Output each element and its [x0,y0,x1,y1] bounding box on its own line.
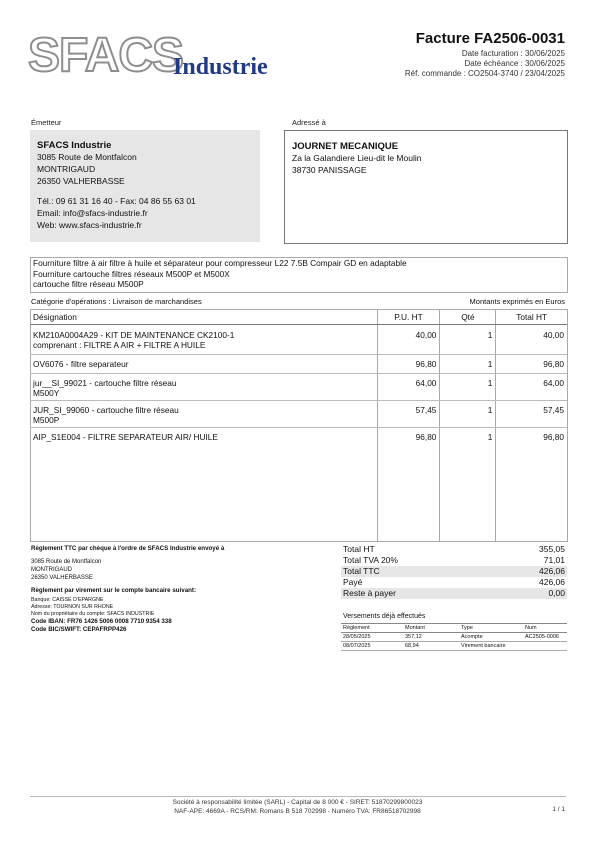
footer-divider [30,796,566,797]
item-total: 40,00 [496,325,567,355]
bank-name: Banque: CAISSE D'EPARGNE [31,597,104,603]
item-quantity: 1 [440,428,496,542]
footer-line: Société à responsabilité limitée (SARL) - Capital de 8 000 € - SIRET: 51870299800023 [172,799,423,806]
payment-amount: 68,94 [403,642,459,651]
issuer-website: Web: www.sfacs-industrie.fr [37,220,142,230]
total-value: 426,06 [539,577,565,587]
total-value: 71,01 [543,555,565,565]
header-unit-price: P.U. HT [377,310,440,325]
legal-footer [0,798,595,816]
item-designation-detail: M500P [33,415,60,425]
table-row [30,401,567,428]
total-row [341,588,567,599]
payment-date: 08/07/2025 [341,642,403,651]
note-line: cartouche filtre réseau M500P [33,279,144,289]
payments-made-table [341,623,567,651]
total-label: Reste à payer [343,588,396,598]
issuer-phone: Tél.: 09 61 31 16 40 - Fax: 04 86 55 63 01 [37,196,196,206]
recipient-box [284,130,568,244]
item-total: 96,80 [496,355,567,374]
recipient-address-line: 38730 PANISSAGE [292,165,367,175]
table-row [341,642,567,651]
item-unit-price: 40,00 [377,325,440,355]
payments-header-type: Type [459,624,523,633]
note-line: Fourniture cartouche filtres réseaux M500P et M500X [33,268,230,279]
operation-category: Catégorie d'opérations : Livraison de marchandises [31,297,202,306]
bic-swift: Code BIC/SWIFT: CEPAFRPP426 [31,626,127,633]
item-quantity: 1 [440,374,496,401]
logo-wordmark: SFACS [28,29,184,82]
payments-header-num: Num [523,624,567,633]
total-row [341,544,567,555]
currency-note: Montants exprimés en Euros [469,297,565,306]
issuer-label: Émetteur [31,118,62,127]
footer-line: NAF-APE: 4669A - RCS/RM: Romans B 518 702998 - Numéro TVA: FR86518702998 [174,808,421,815]
invoice-notes [30,257,568,293]
logo-suffix: Industrie [173,54,268,80]
payment-type: Virement bancaire [459,642,523,651]
total-row [341,566,567,577]
item-quantity: 1 [440,355,496,374]
account-owner: Nom du propriétaire du compte: SFACS INDUSTRIE [31,611,155,617]
item-unit-price: 64,00 [377,374,440,401]
recipient-address-line: Za la Galandiere Lieu-dit le Moulin [292,153,422,163]
item-unit-price: 57,45 [377,401,440,428]
payments-header-amount: Montant [403,624,459,633]
header-total: Total HT [496,310,567,325]
transfer-payment-title: Règlement par virement sur le compte bancaire suivant: [31,587,197,594]
item-total: 57,45 [496,401,567,428]
header-designation: Désignation [30,310,377,325]
item-unit-price: 96,80 [377,355,440,374]
totals-summary [341,544,567,599]
note-line: Fourniture filtre à air filtre à huile et séparateur pour compresseur L22 7.5B Compair GD en adaptable [33,258,407,268]
table-row [30,374,567,401]
issuer-email: Email: info@sfacs-industrie.fr [37,208,148,218]
payment-info [31,545,321,634]
bank-address: Adresse: TOURNON SUR RHONE [31,604,114,610]
payment-num [523,642,567,651]
total-label: Total TTC [343,566,380,576]
payment-amount: 357,12 [403,633,459,642]
item-designation: AIP_S1E004 - FILTRE SEPARATEUR AIR/ HUILE [33,432,218,442]
header-quantity: Qté [440,310,496,325]
table-row [30,355,567,374]
issuer-name: SFACS Industrie [37,140,112,151]
total-value: 355,05 [539,544,565,554]
issuer-address-line: MONTRIGAUD [37,164,96,174]
item-total: 64,00 [496,374,567,401]
item-designation: jur__SI_99021 - cartouche filtre réseau [33,378,177,388]
item-quantity: 1 [440,401,496,428]
payment-num: AC2505-0006 [523,633,567,642]
item-unit-price: 96,80 [377,428,440,542]
total-label: Payé [343,577,363,587]
table-row [341,633,567,642]
invoice-date: Date facturation : 30/06/2025 [461,49,565,58]
total-value: 0,00 [548,588,565,598]
total-row [341,555,567,566]
item-total: 96,80 [543,432,564,442]
total-value: 426,06 [539,566,565,576]
payment-type: Acompte [459,633,523,642]
cheque-payment-title: Règlement TTC par chèque à l'ordre de SFACS Industrie envoyé à [31,545,225,552]
issuer-address-line: 26350 VALHERBASSE [37,176,125,186]
item-designation-detail: comprenant : FILTRE A AIR + FILTRE A HUILE [33,340,206,350]
issuer-box [30,130,260,242]
company-logo [28,29,298,82]
cheque-address-line: MONTRIGAUD [31,567,72,573]
iban: Code IBAN: FR76 1426 5006 0008 7710 9354 338 [31,618,172,625]
invoice-title: Facture FA2506-0031 [415,30,565,47]
table-row [30,325,567,355]
recipient-label: Adressé à [292,118,326,127]
item-quantity: 1 [440,325,496,355]
issuer-address-line: 3085 Route de Montfalcon [37,152,137,162]
payment-date: 28/05/2025 [341,633,403,642]
order-reference: Réf. commande : CO2504-3740 / 23/04/2025 [404,69,565,78]
table-row [30,428,567,542]
payments-header-date: Règlement [341,624,403,633]
item-designation: OV6076 - filtre separateur [33,359,129,369]
total-label: Total TVA 20% [343,555,398,565]
payments-made-title: Versements déjà effectués [343,613,426,620]
total-label: Total HT [343,544,375,554]
due-date: Date échéance : 30/06/2025 [464,59,565,68]
recipient-name: JOURNET MECANIQUE [292,141,399,152]
item-designation: JUR_SI_99060 - cartouche filtre réseau [33,405,179,415]
page-number: 1 / 1 [552,806,565,813]
cheque-address-line: 26350 VALHERBASSE [31,575,93,581]
items-table [30,309,567,541]
item-designation-detail: M500Y [33,388,60,398]
item-designation: KM210A0004A29 - KIT DE MAINTENANCE CK2100-1 [33,330,235,340]
total-row [341,577,567,588]
cheque-address-line: 3085 Route de Montfalcon [31,559,102,565]
